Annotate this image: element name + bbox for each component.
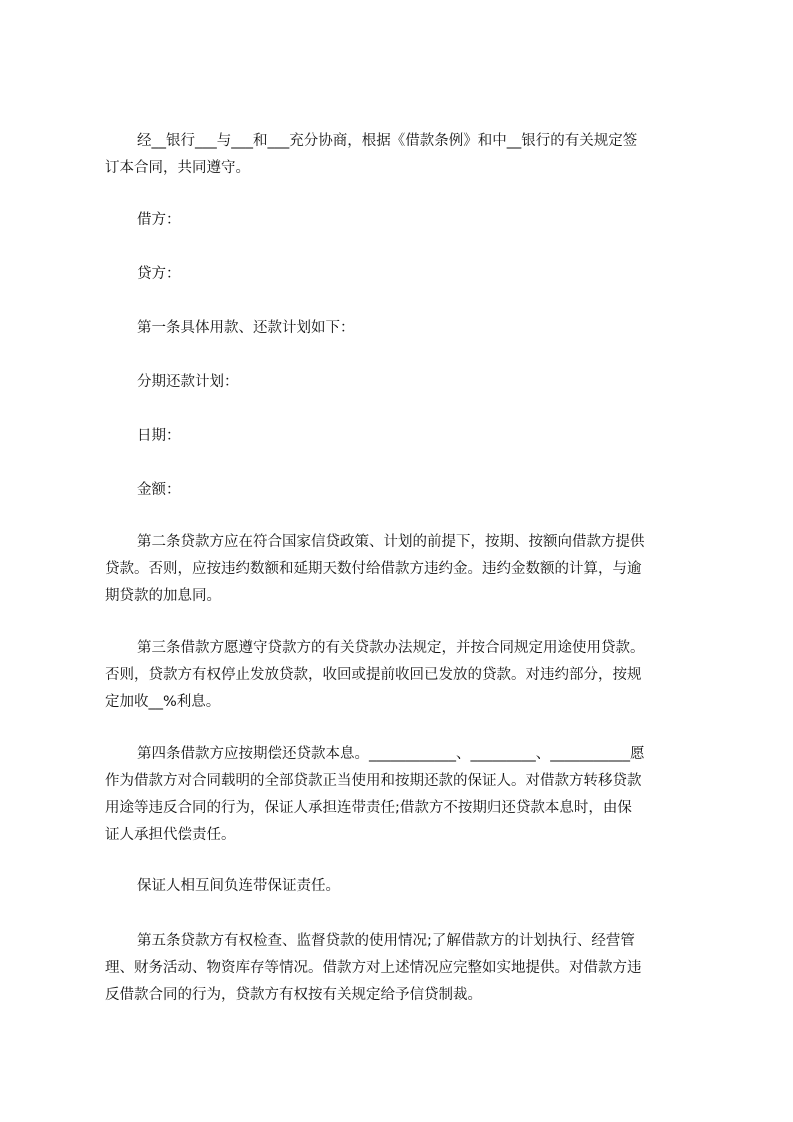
paragraph-article2 xyxy=(105,529,705,610)
paragraph-guarantor-joint xyxy=(137,873,737,900)
paragraph-article5 xyxy=(105,928,705,1009)
paragraph-date xyxy=(137,423,737,450)
text-line: 分期还款计划： xyxy=(137,374,239,390)
paragraph-article4 xyxy=(105,741,705,849)
paragraph-lender xyxy=(137,261,737,288)
text-line: 作为借款方对合同载明的全部贷款正当使用和按期还款的保证人。对借款方转移贷款 xyxy=(105,773,642,789)
text-line: 理、财务活动、物资库存等情况。借款方对上述情况应完整如实地提供。对借款方违 xyxy=(105,960,642,976)
paragraph-article3 xyxy=(105,635,705,716)
text-line: 第五条贷款方有权检查、监督贷款的使用情况;了解借款方的计划执行、经营管 xyxy=(137,933,635,949)
text-line: 否则，贷款方有权停止发放贷款，收回或提前收回已发放的贷款。对违约部分，按规 xyxy=(105,667,642,683)
text-line: 贷方： xyxy=(137,266,181,282)
paragraph-installment-plan xyxy=(137,369,737,396)
text-line: 贷款。否则，应按违约数额和延期天数付给借款方违约金。违约金数额的计算，与逾 xyxy=(105,561,642,577)
text-line: 保证人相互间负连带保证责任。 xyxy=(137,878,340,894)
text-line: 借方： xyxy=(137,212,181,228)
paragraph-article1 xyxy=(137,315,737,342)
text-line: 期贷款的加息同。 xyxy=(105,588,221,604)
text-line: 反借款合同的行为，贷款方有权按有关规定给予信贷制裁。 xyxy=(105,987,482,1003)
text-line: 第二条贷款方应在符合国家信贷政策、计划的前提下，按期、按额向借款方提供 xyxy=(137,534,645,550)
text-line: 经__银行___与___和___充分协商，根据《借款条例》和中__银行的有关规定签 xyxy=(137,133,638,149)
text-line: 用途等违反合同的行为，保证人承担连带责任;借款方不按期归还贷款本息时，由保 xyxy=(105,800,632,816)
text-line: 第一条具体用款、还款计划如下： xyxy=(137,320,355,336)
text-line: 第四条借款方应按期偿还贷款本息。____________、_________、___________愿 xyxy=(137,746,645,762)
text-line: 第三条借款方愿遵守贷款方的有关贷款办法规定，并按合同规定用途使用贷款。 xyxy=(137,640,645,656)
text-line: 订本合同，共同遵守。 xyxy=(105,160,250,176)
text-line: 定加收__%利息。 xyxy=(105,694,221,710)
paragraph-amount xyxy=(137,477,737,504)
text-line: 证人承担代偿责任。 xyxy=(105,827,236,843)
text-line: 金额： xyxy=(137,482,181,498)
paragraph-preamble xyxy=(105,128,705,182)
paragraph-borrower xyxy=(137,207,737,234)
text-line: 日期： xyxy=(137,428,181,444)
